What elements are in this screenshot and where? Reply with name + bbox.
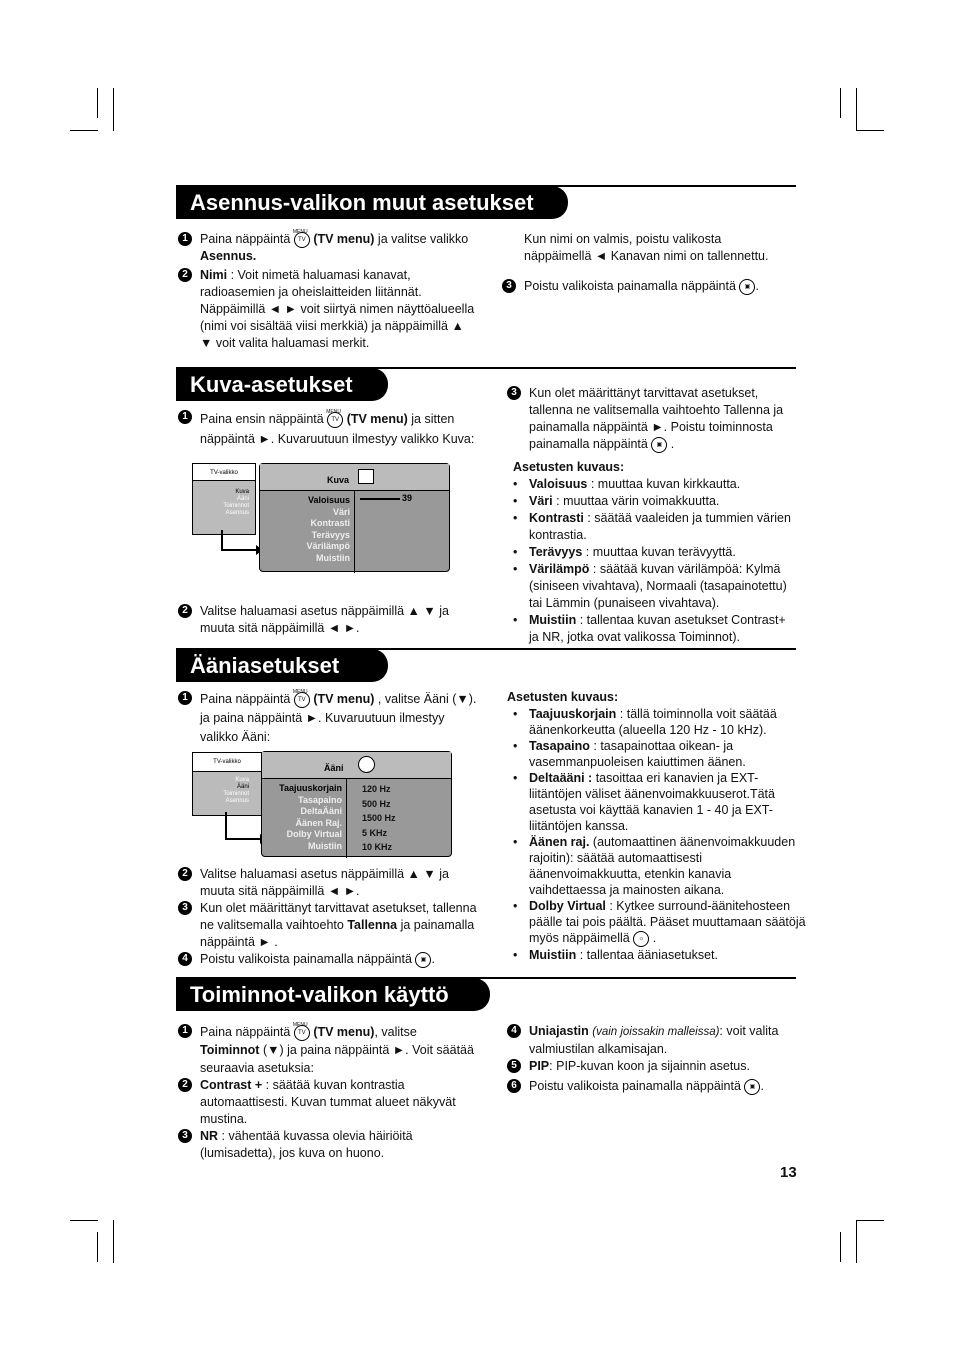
- tv-menu-key-icon: MENU TV: [327, 412, 343, 428]
- step-2: 2 Contrast + : säätää kuvan kontrastia automaattisesti. Kuvan tummat alueet näkyvät mustina.: [178, 1077, 478, 1128]
- step-number: 1: [178, 691, 192, 705]
- section-title: Kuva-asetukset: [176, 368, 388, 401]
- speaker-icon: [358, 756, 375, 773]
- exit-key-icon: ▣: [739, 279, 755, 295]
- exit-key-icon: ▣: [651, 437, 667, 453]
- step-number: 2: [178, 268, 192, 282]
- step-number: 3: [178, 901, 192, 915]
- step-2: 2 Valitse haluamasi asetus näppäimillä ▲ ▼ ja muuta sitä näppäimillä ◄ ►.: [178, 603, 478, 637]
- step-2: 2 Nimi : Voit nimetä haluamasi kanavat, radioasemien ja oheislaitteiden liitännät. Näppäimillä ◄ ► voit siirtyä nimen näyttöalueella (nimi voi sisältää viisi merkkiä) ja näppäimillä ▲ ▼ voit valita haluamasi merkit.: [178, 267, 478, 352]
- exit-key-icon: ▣: [744, 1079, 760, 1095]
- list-item: • Värilämpö : säätää kuvan värilämpöä: Kylmä (siniseen vivahtava), Normaali (tasapainotettu) tai Lämmin (punaiseen vivahtava).: [507, 561, 797, 612]
- list-item: • Terävyys : muuttaa kuvan terävyyttä.: [507, 544, 797, 561]
- section4-right: [507, 1023, 797, 1095]
- crop-mark: [70, 1220, 98, 1221]
- page-number: 13: [780, 1164, 797, 1181]
- section2-right: [507, 385, 797, 646]
- menu-connector: [218, 530, 264, 556]
- step-number: 2: [178, 604, 192, 618]
- crop-mark: [113, 1220, 114, 1263]
- step-3: 3 Poistu valikoista painamalla näppäintä ▣ .: [502, 278, 792, 295]
- step-1: 1 Paina näppäintä MENU TV (TV menu) , valitse Ääni (▼). ja paina näppäintä ►. Kuvaruutuun ilmestyy valikko Ääni:: [178, 690, 478, 747]
- exit-key-icon: ▣: [415, 952, 431, 968]
- step-number: 3: [502, 279, 516, 293]
- crop-mark: [97, 1232, 98, 1262]
- list-item: • Tasapaino : tasapainottaa oikean- ja vasemmanpuoleisen kaiuttimen äänen.: [507, 738, 807, 770]
- step-number: 3: [507, 386, 521, 400]
- section-title: Ääniasetukset: [176, 649, 388, 682]
- tv-menu-panel: TV-valikko Kuva Ääni Toiminnot Asennus: [192, 463, 256, 535]
- list-item: • Väri : muuttaa värin voimakkuutta.: [507, 493, 797, 510]
- step-3: 3 NR : vähentää kuvassa olevia häiriöitä (lumisadetta), jos kuva on huono.: [178, 1128, 478, 1162]
- step-number: 6: [507, 1079, 521, 1093]
- picture-icon: [358, 469, 374, 484]
- step-number: 3: [178, 1129, 192, 1143]
- section-title: Toiminnot-valikon käyttö: [176, 978, 490, 1011]
- tv-menu-panel: TV-valikko Kuva Ääni Toiminnot Asennus: [192, 752, 262, 816]
- list-item: • Dolby Virtual : Kytkee surround-äänitehosteen päälle tai pois päältä. Pääset muuttamaan säätöjä myös näppäimellä ☼ .: [507, 898, 807, 947]
- step-1: 1 Paina ensin näppäintä MENU TV (TV menu) ja sitten näppäintä ►. Kuvaruutuun ilmestyy valikko Kuva:: [178, 409, 478, 449]
- crop-mark: [856, 1220, 857, 1263]
- step-3: 3 Kun olet määrittänyt tarvittavat asetukset, tallenna ne valitsemalla vaihtoehto Tallenna ja painamalla näppäintä ► .: [178, 900, 478, 951]
- crop-mark: [70, 130, 98, 131]
- kuva-menu-panel: Kuva Valoisuus Väri Kontrasti Terävyys Värilämpö Muistiin 39: [259, 463, 450, 572]
- crop-mark: [840, 88, 841, 118]
- crop-mark: [840, 1232, 841, 1262]
- step-note: Kun nimi on valmis, poistu valikosta näppäimellä ◄ Kanavan nimi on tallennettu.: [524, 232, 769, 263]
- description-title: Asetusten kuvaus:: [507, 690, 619, 704]
- section3-left-lower: [178, 866, 478, 968]
- list-item: • Äänen raj. (automaattinen äänenvoimakkuuden rajoitin): säätää automaattisesti äänenvoimakkuutta, etenkin kanavia vaihdettaessa ja mainosten aikana.: [507, 834, 807, 898]
- list-item: • Kontrasti : säätää vaaleiden ja tummien värien kontrastia.: [507, 510, 797, 544]
- step-3: 3 Kun olet määrittänyt tarvittavat asetukset, tallenna ne valitsemalla vaihtoehto Tallenna ja painamalla näppäintä ►. Poistu toiminnosta painamalla näppäintä ▣ .: [507, 385, 797, 453]
- list-item: • Muistiin : tallentaa kuvan asetukset Contrast+ ja NR, jotka ovat valikossa Toiminnot).: [507, 612, 797, 646]
- step-6: 6 Poistu valikoista painamalla näppäintä ▣ .: [507, 1078, 797, 1095]
- section3-right: [507, 689, 807, 963]
- section2-left-lower: [178, 603, 478, 637]
- settings-list: [507, 706, 807, 963]
- slider: [360, 498, 400, 500]
- section1-left: [178, 231, 478, 352]
- section1-right: [502, 231, 792, 295]
- crop-mark: [856, 88, 857, 131]
- crop-mark: [856, 130, 884, 131]
- crop-mark: [856, 1220, 884, 1221]
- list-item: • Taajuuskorjain : tällä toiminnolla voit säätää äänenkorkeutta (alueella 120 Hz - 10 kHz).: [507, 706, 807, 738]
- tv-menu-key-icon: MENU TV: [294, 232, 310, 248]
- surround-key-icon: ☼: [633, 931, 649, 947]
- step-number: 4: [178, 952, 192, 966]
- step-number: 5: [507, 1059, 521, 1073]
- step-2: 2 Valitse haluamasi asetus näppäimillä ▲ ▼ ja muuta sitä näppäimillä ◄ ►.: [178, 866, 478, 900]
- crop-mark: [97, 88, 98, 118]
- section4-left: [178, 1023, 478, 1162]
- step-5: 5 PIP: PIP-kuvan koon ja sijainnin asetus.: [507, 1058, 797, 1075]
- list-item: • Valoisuus : muuttaa kuvan kirkkautta.: [507, 476, 797, 493]
- tv-menu-key-icon: MENU TV: [294, 1025, 310, 1041]
- aani-menu-panel: Ääni Taajuuskorjain Tasapaino DeltaÄäni Äänen Raj. Dolby Virtual Muistiin 120 Hz 500 Hz 1500 Hz 5 KHz 10 KHz: [261, 751, 452, 857]
- step-4: 4 Uniajastin (vain joissakin malleissa): voit valita valmiustilan alkamisajan.: [507, 1023, 797, 1058]
- crop-mark: [113, 88, 114, 131]
- step-4: 4 Poistu valikoista painamalla näppäintä ▣ .: [178, 951, 478, 968]
- list-item: • Deltaääni : tasoittaa eri kanavien ja EXT-liitäntöjen väliset äänenvoimakkuuserot.Tätä asetusta voi käyttää kanavien 1 - 40 ja EXT-liitäntöjen kanssa.: [507, 770, 807, 834]
- settings-list: [507, 476, 797, 646]
- step-number: 1: [178, 410, 192, 424]
- step-1: 1 Paina näppäintä MENU TV (TV menu), valitse Toiminnot (▼) ja paina näppäintä ►. Voit säätää seuraavia asetuksia:: [178, 1023, 478, 1077]
- step-number: 4: [507, 1024, 521, 1038]
- step-number: 2: [178, 1078, 192, 1092]
- list-item: • Muistiin : tallentaa ääniasetukset.: [507, 947, 807, 963]
- step-number: 1: [178, 232, 192, 246]
- step-number: 1: [178, 1024, 192, 1038]
- tv-menu-key-icon: MENU TV: [294, 692, 310, 708]
- description-title: Asetusten kuvaus:: [513, 460, 625, 474]
- step-1: 1 Paina näppäintä MENU TV (TV menu) ja valitse valikko Asennus.: [178, 231, 478, 265]
- section3-left: [178, 690, 478, 747]
- section2-left: [178, 409, 478, 449]
- step-number: 2: [178, 867, 192, 881]
- section-title: Asennus-valikon muut asetukset: [176, 186, 568, 219]
